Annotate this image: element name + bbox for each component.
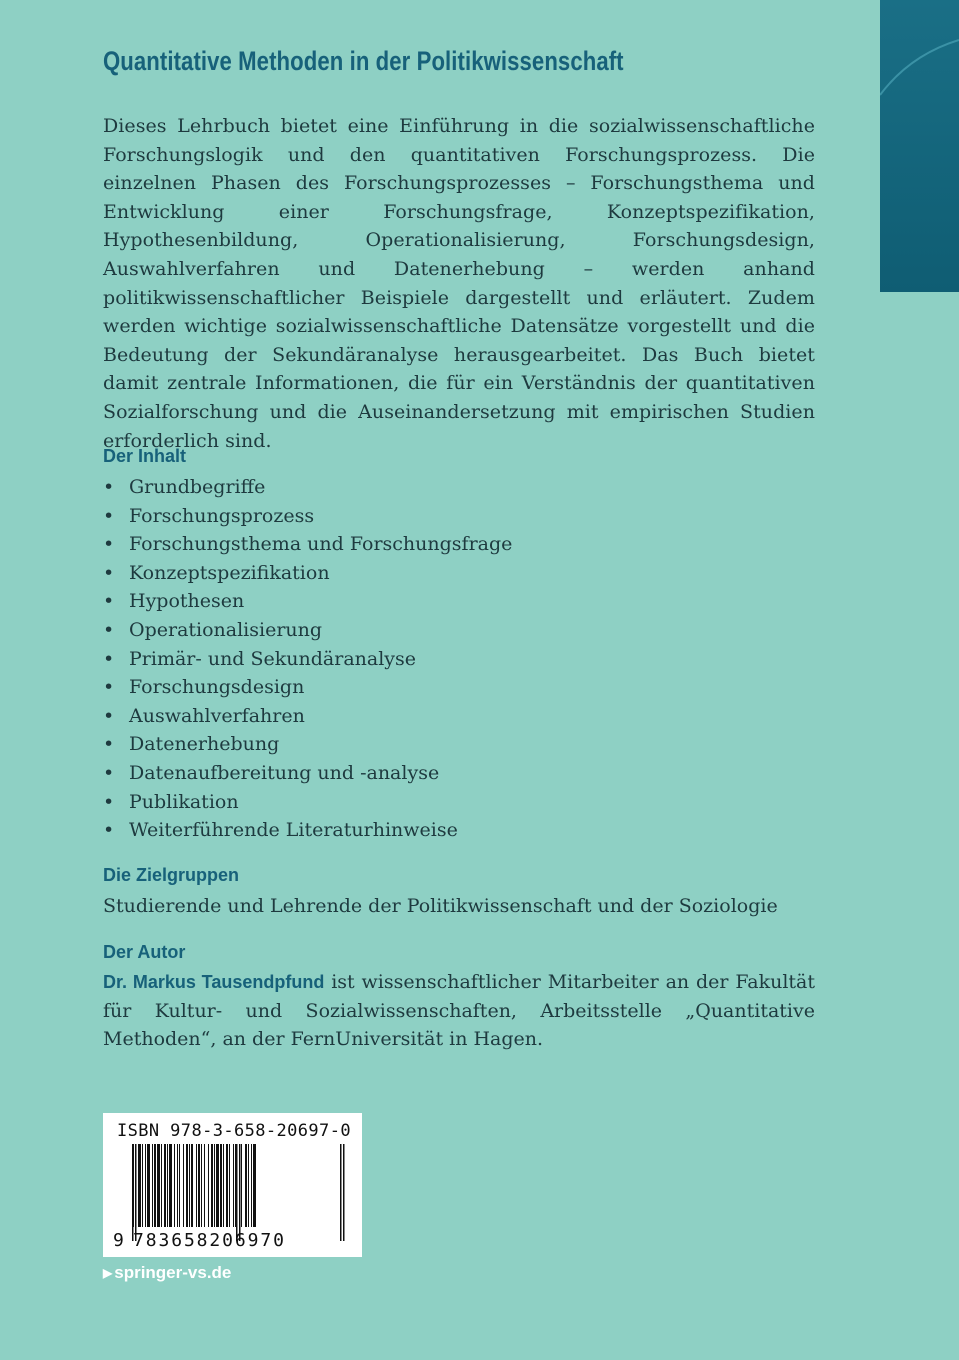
- author-name: Dr. Markus Tausendpfund: [103, 972, 325, 992]
- author-heading: Der Autor: [103, 942, 186, 962]
- bullet-icon: •: [103, 504, 115, 527]
- list-item: • Forschungsprozess: [103, 502, 512, 531]
- bullet-icon: •: [103, 618, 115, 641]
- play-arrow-icon: ▶: [103, 1266, 113, 1280]
- audience-text: Studierende und Lehrende der Politikwissenschaft und der Soziologie: [103, 895, 778, 917]
- book-title: Quantitative Methoden in der Politikwissenschaft: [103, 46, 624, 76]
- list-item: • Forschungsthema und Forschungsfrage: [103, 530, 512, 559]
- isbn-barcode: [103, 1113, 362, 1257]
- ean-remaining-digits: 783658206970: [133, 1230, 286, 1251]
- bullet-icon: •: [103, 590, 115, 613]
- list-item: • Forschungsdesign: [103, 673, 512, 702]
- list-item: • Operationalisierung: [103, 616, 512, 645]
- list-item: • Primär- und Sekundäranalyse: [103, 645, 512, 674]
- bullet-icon: •: [103, 790, 115, 813]
- publisher-link[interactable]: [103, 1263, 231, 1283]
- list-item: • Konzeptspezifikation: [103, 559, 512, 588]
- bullet-icon: •: [103, 733, 115, 756]
- ean-first-digit: 9: [113, 1230, 124, 1251]
- contents-list: [103, 473, 512, 845]
- isbn-label: ISBN 978-3-658-20697-0: [117, 1121, 351, 1141]
- audience-heading: Die Zielgruppen: [103, 865, 240, 885]
- bullet-icon: •: [103, 533, 115, 556]
- bullet-icon: •: [103, 819, 115, 842]
- list-item: • Weiterführende Literaturhinweise: [103, 816, 512, 845]
- list-item: • Datenerhebung: [103, 730, 512, 759]
- bullet-icon: •: [103, 761, 115, 784]
- list-item: • Hypothesen: [103, 587, 512, 616]
- corner-arc-icon: [880, 0, 959, 292]
- corner-decoration: [880, 0, 959, 292]
- bullet-icon: •: [103, 476, 115, 498]
- list-item: • Datenaufbereitung und -analyse: [103, 759, 512, 788]
- bullet-icon: •: [103, 647, 115, 670]
- author-paragraph: [103, 968, 815, 1054]
- list-item: • Grundbegriffe: [103, 473, 512, 502]
- bullet-icon: •: [103, 676, 115, 699]
- list-item: • Auswahlverfahren: [103, 702, 512, 731]
- bullet-icon: •: [103, 704, 115, 727]
- bullet-icon: •: [103, 561, 115, 584]
- publisher-url: springer-vs.de: [114, 1263, 232, 1282]
- list-item: • Publikation: [103, 788, 512, 817]
- author-bio: ist wissenschaftlicher Mitarbeiter an der Fakultät für Kultur- und Sozialwissenschaften, Arbeitsstelle „Quantitative Methoden“, an der FernUniversität in Hagen.: [103, 971, 815, 1051]
- book-description: Dieses Lehrbuch bietet eine Einführung in die sozialwissenschaftliche Forschungslogik und den quantitativen Forschungsprozess. Die einzelnen Phasen des Forschungsprozesses – Forschungsthema und Entwicklung einer Forschungsfrage, Konzeptspezifikation, Hypothesenbildung, Operationalisierung, Forschungsdesign, Auswahlverfahren und Datenerhebung – werden anhand politikwissenschaftlicher Beispiele dargestellt und erläutert. Zudem werden wichtige sozialwissenschaftliche Datensätze vorgestellt und die Bedeutung der Sekundäranalyse herausgearbeitet. Das Buch bietet damit zentrale Informationen, die für ein Verständnis der quantitativen Sozialforschung und die Auseinandersetzung mit empirischen Studien erforderlich sind.: [103, 115, 815, 452]
- contents-heading: Der Inhalt: [103, 446, 187, 466]
